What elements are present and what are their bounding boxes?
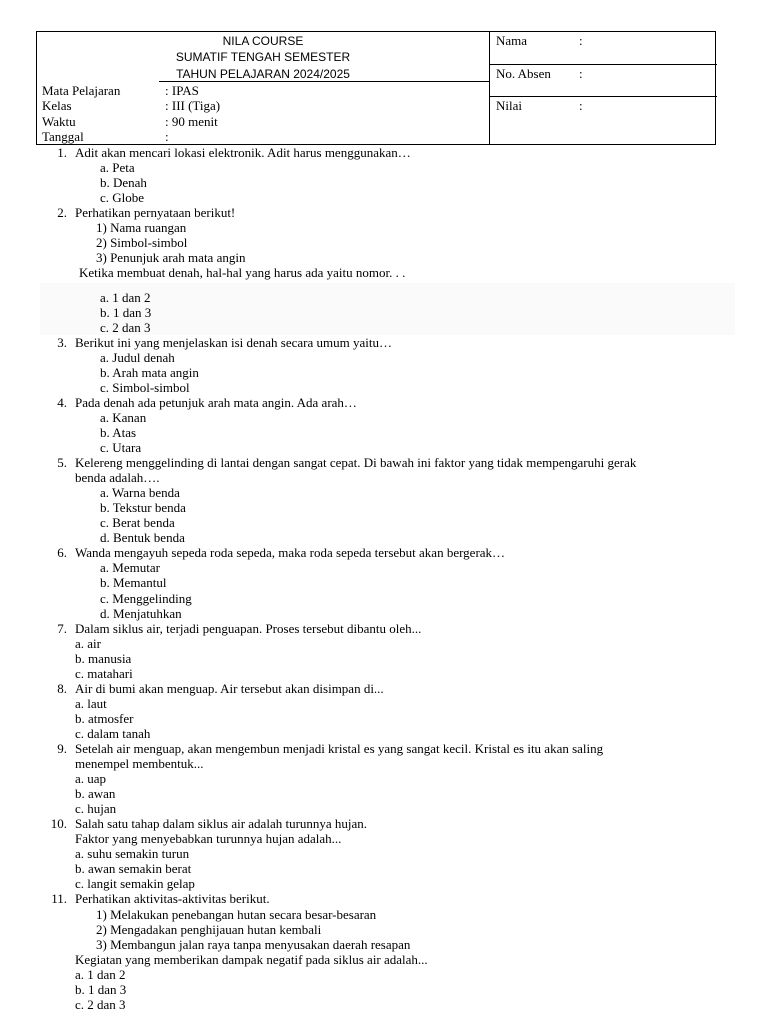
academic-year: TAHUN PELAJARAN 2024/2025 bbox=[176, 67, 350, 81]
answer-option: c. 2 dan 3 bbox=[75, 996, 126, 1012]
answer-option: c. Globe bbox=[100, 190, 145, 206]
answer-option: a. Peta bbox=[100, 160, 135, 176]
absen-label: No. Absen bbox=[496, 66, 551, 81]
statement-item: 2) Simbol-simbol bbox=[96, 235, 188, 251]
answer-option: c. Menggelinding bbox=[100, 590, 192, 606]
question-text: Perhatikan aktivitas-aktivitas berikut. bbox=[75, 891, 270, 907]
answer-option: b. Memantul bbox=[100, 575, 167, 591]
statement-item: 2) Mengadakan penghijauan hutan kembali bbox=[96, 921, 322, 937]
question-text: Wanda mengayuh sepeda roda sepeda, maka roda sepeda tersebut akan bergerak… bbox=[75, 545, 506, 561]
question-number: 3. bbox=[57, 334, 67, 350]
question-number: 10. bbox=[50, 816, 67, 832]
question-text: Dalam siklus air, terjadi penguapan. Proses tersebut dibantu oleh... bbox=[75, 620, 422, 636]
exam-title: SUMATIF TENGAH SEMESTER bbox=[175, 50, 351, 64]
question-prompt: Ketika membuat denah, hal-hal yang harus ada yaitu nomor. . . bbox=[79, 265, 406, 281]
answer-option: a. laut bbox=[75, 695, 107, 711]
question-number: 2. bbox=[57, 205, 67, 221]
score-colon: : bbox=[579, 98, 583, 113]
score-label: Nilai bbox=[496, 98, 522, 113]
question-prompt: Kegiatan yang memberikan dampak negatif pada siklus air adalah... bbox=[75, 951, 428, 967]
question-text: Perhatikan pernyataan berikut! bbox=[75, 205, 236, 221]
meta-value-date: : bbox=[165, 129, 169, 144]
statement-item: 3) Membangun jalan raya tanpa menyusakan daerah resapan bbox=[96, 936, 411, 952]
identity-divider bbox=[489, 96, 717, 97]
answer-option: a. suhu semakin turun bbox=[75, 846, 190, 862]
answer-option: b. 1 dan 3 bbox=[100, 304, 152, 320]
question-text: Adit akan mencari lokasi elektronik. Adit harus menggunakan… bbox=[75, 145, 411, 160]
meta-value-class: : III (Tiga) bbox=[165, 98, 221, 113]
name-colon: : bbox=[579, 33, 583, 48]
identity-divider bbox=[489, 64, 717, 65]
question-text: Salah satu tahap dalam siklus air adalah turunnya hujan. bbox=[75, 816, 368, 832]
question-number: 8. bbox=[57, 680, 67, 696]
answer-option: a. Warna benda bbox=[100, 485, 180, 501]
answer-option: a. 1 dan 2 bbox=[75, 966, 126, 982]
answer-option: c. dalam tanah bbox=[75, 725, 151, 741]
answer-option: b. manusia bbox=[75, 650, 132, 666]
answer-option: d. Menjatuhkan bbox=[100, 605, 182, 621]
question-text: Berikut ini yang menjelaskan isi denah secara umum yaitu… bbox=[75, 334, 392, 350]
question-number: 6. bbox=[57, 545, 67, 561]
answer-option: b. Atas bbox=[100, 424, 137, 440]
name-label: Nama bbox=[496, 33, 528, 48]
question-number: 7. bbox=[57, 620, 67, 636]
question-number: 4. bbox=[57, 394, 67, 410]
answer-option: c. hujan bbox=[75, 801, 117, 817]
question-number: 9. bbox=[57, 740, 67, 756]
question-text: menempel membentuk... bbox=[75, 756, 204, 771]
answer-option: b. Arah mata angin bbox=[100, 364, 199, 380]
statement-item: 1) Nama ruangan bbox=[96, 220, 187, 236]
meta-label-class: Kelas bbox=[42, 98, 72, 113]
question-text: Setelah air menguap, akan mengembun menjadi kristal es yang sangat kecil. Kristal es itu akan saling bbox=[75, 740, 604, 756]
answer-option: c. Simbol-simbol bbox=[100, 379, 190, 395]
statement-item: 1) Melakukan penebangan hutan secara besar-besaran bbox=[96, 906, 377, 922]
answer-option: d. Bentuk benda bbox=[100, 530, 185, 546]
answer-option: a. uap bbox=[75, 771, 107, 786]
question-text: Pada denah ada petunjuk arah mata angin. Ada arah… bbox=[75, 394, 357, 410]
answer-option: c. langit semakin gelap bbox=[75, 876, 195, 892]
answer-option: c. matahari bbox=[75, 665, 133, 681]
question-number: 1. bbox=[57, 145, 67, 160]
question-text: Kelereng menggelinding di lantai dengan sangat cepat. Di bawah ini faktor yang tidak mempengaruhi gerak bbox=[75, 455, 637, 470]
header-table bbox=[36, 31, 716, 145]
meta-value-subject: : IPAS bbox=[165, 83, 199, 98]
question-number: 11. bbox=[51, 891, 67, 907]
statement-item: 3) Penunjuk arah mata angin bbox=[96, 250, 246, 266]
answer-option: a. air bbox=[75, 635, 101, 651]
question-text: Faktor yang menyebabkan turunnya hujan adalah... bbox=[75, 831, 342, 847]
absen-colon: : bbox=[579, 66, 583, 81]
meta-value-time: : 90 menit bbox=[165, 114, 218, 129]
question-text: Air di bumi akan menguap. Air tersebut akan disimpan di... bbox=[75, 680, 384, 696]
answer-option: c. Utara bbox=[100, 440, 142, 455]
header-divider bbox=[489, 32, 490, 144]
answer-option: a. Kanan bbox=[100, 409, 147, 425]
meta-label-time: Waktu bbox=[42, 114, 76, 129]
answer-option: c. Berat benda bbox=[100, 515, 175, 531]
answer-option: a. Judul denah bbox=[100, 349, 175, 365]
question-number: 5. bbox=[57, 455, 67, 470]
answer-option: b. awan bbox=[75, 786, 116, 802]
answer-option: b. Tekstur benda bbox=[100, 500, 186, 516]
meta-label-date: Tanggal bbox=[42, 129, 84, 144]
answer-option: b. Denah bbox=[100, 175, 147, 191]
answer-option: b. 1 dan 3 bbox=[75, 981, 127, 997]
answer-option: b. atmosfer bbox=[75, 710, 134, 726]
question-text: benda adalah…. bbox=[75, 470, 160, 486]
answer-option: b. awan semakin berat bbox=[75, 861, 192, 877]
answer-option: a. 1 dan 2 bbox=[100, 289, 151, 305]
answer-option: a. Memutar bbox=[100, 560, 160, 576]
course-name: NILA COURSE bbox=[222, 34, 304, 48]
answer-option: c. 2 dan 3 bbox=[100, 319, 151, 335]
meta-label-subject: Mata Pelajaran bbox=[42, 83, 121, 98]
